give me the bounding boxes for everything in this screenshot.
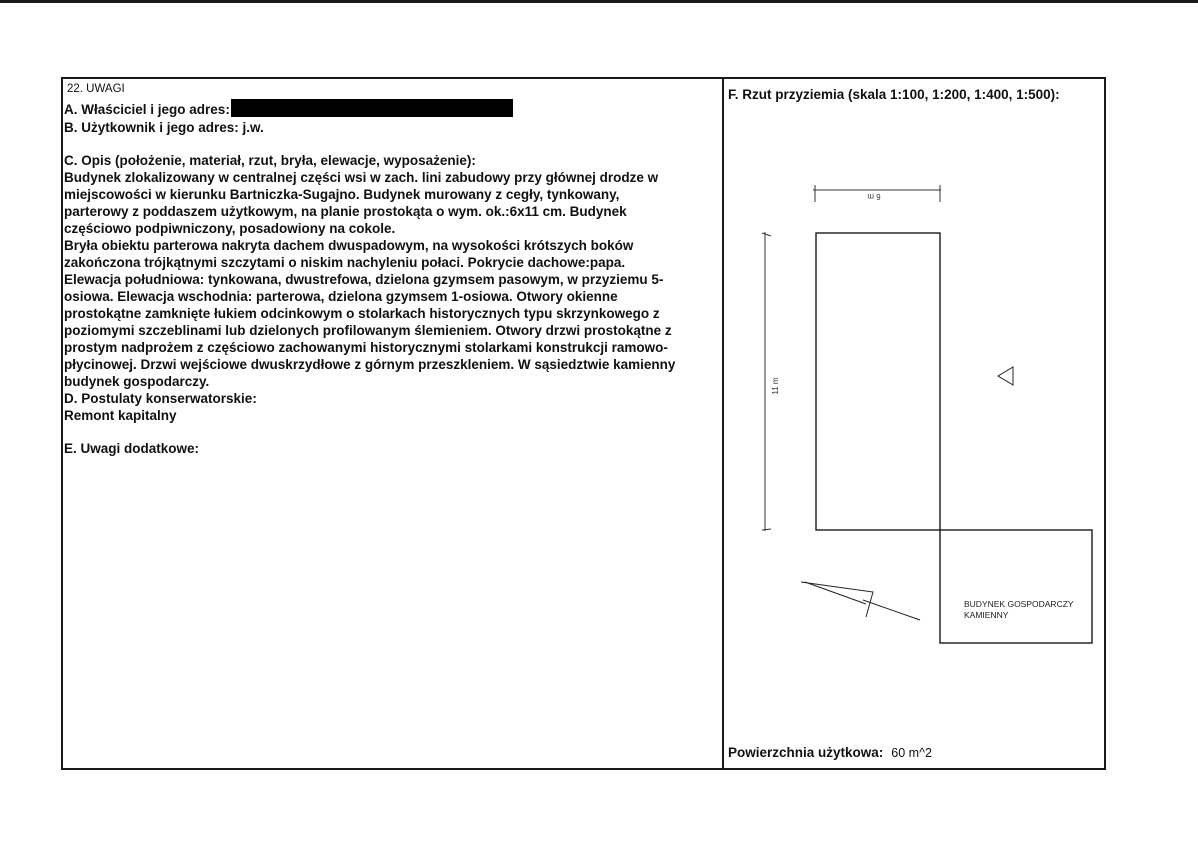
user-line: B. Użytkownik i jego adres: j.w. [64,120,264,135]
description-line: poziomymi szczeblinami lub dzielonych profilowanym ślemieniem. Otwory drzwi prostokątne z [64,323,672,338]
main-building-outline [816,233,940,530]
postulates-value: Remont kapitalny [64,408,177,423]
description-line: płycinowej. Drzwi wejściowe dwuskrzydłowe z górnym przeszkleniem. W sąsiedztwie kamienny [64,357,676,372]
floor-plan-drawing [724,79,1104,769]
remarks-panel [63,79,722,768]
floor-plan-title: F. Rzut przyziemia (skala 1:100, 1:200, 1:400, 1:500): [728,87,1060,102]
width-dimension-label: 6 m [867,192,881,201]
description-line: Bryła obiektu parterowa nakryta dachem dwuspadowym, na wysokości krótszych boków [64,238,634,253]
length-dimension [762,232,771,531]
description-line: częściowo podpiwniczony, posadowiony na cokole. [64,221,396,236]
north-arrow-icon [801,582,920,620]
owner-label: A. Właściciel i jego adres: [64,102,230,117]
description-line: prostokątne zamknięte łukiem odcinkowym o stolarkach historycznych typu skrzynkowego z [64,306,660,321]
postulates-title: D. Postulaty konserwatorskie: [64,391,257,406]
usable-area-label: Powierzchnia użytkowa: [728,745,884,760]
description-line: miejscowości w kierunku Bartniczka-Sugajno. Budynek murowany z cegły, tynkowany, [64,187,620,202]
description-line: prostym nadprożem z częściowo zachowanymi historycznymi stolarkami konstrukcji ramowo- [64,340,668,355]
entrance-marker-icon [998,367,1013,385]
remarks-title: E. Uwagi dodatkowe: [64,441,200,456]
description-line: Budynek zlokalizowany w centralnej części wsi w zach. lini zabudowy przy głównej drodze w [64,170,659,185]
redaction-box [231,99,513,117]
description-line: osiowa. Elewacja wschodnia: parterowa, dzielona gzymsem 1-osiowa. Otwory okienne [64,289,618,304]
scan-top-edge [0,0,1198,3]
outbuilding-outline [940,530,1092,643]
description-line: parterowy z poddaszem użytkowym, na planie prostokąta o wym. ok.:6x11 cm. Budynek [64,204,627,219]
usable-area-value: 60 m^2 [891,746,932,760]
description-line: budynek gospodarczy. [64,374,210,389]
section-label: 22. UWAGI [67,83,125,95]
length-dimension-label: 11 m [771,377,780,395]
description-line: Elewacja południowa: tynkowana, dwustrefowa, dzielona gzymsem pasowym, w przyziemu 5- [64,272,664,287]
outbuilding-label-line2: KAMIENNY [964,610,1009,620]
description-line: zakończona trójkątnymi szczytami o niskim nachyleniu połaci. Pokrycie dachowe:papa. [64,255,626,270]
owner-line [64,99,513,118]
form-frame [61,77,1106,770]
outbuilding-label-line1: BUDYNEK GOSPODARCZY [964,599,1074,609]
description-title: C. Opis (położenie, materiał, rzut, bryła, elewacje, wyposażenie): [64,153,476,168]
